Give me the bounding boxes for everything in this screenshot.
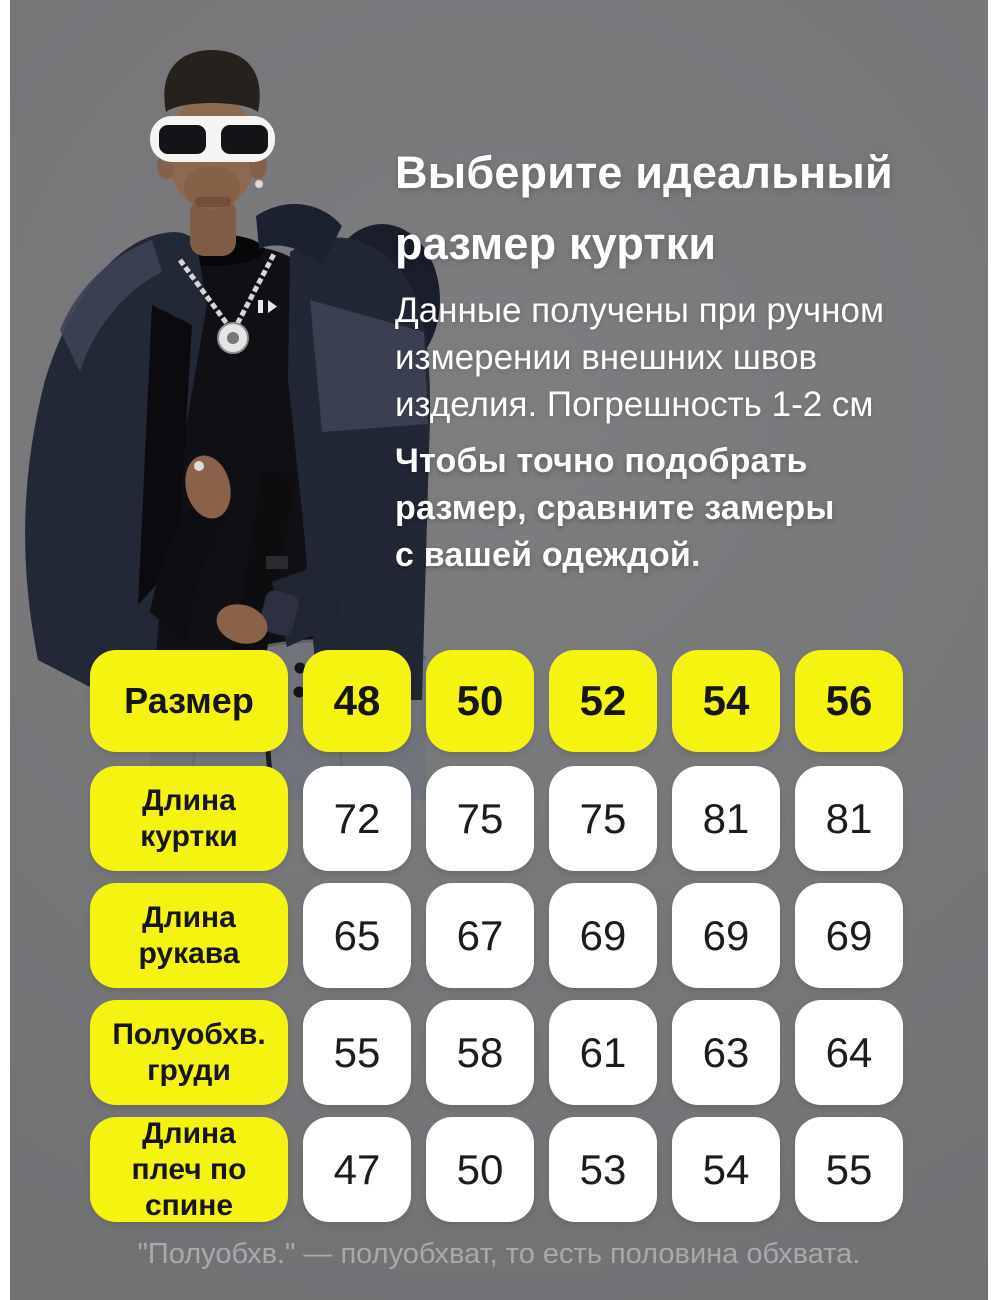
measure-value-cell: 69 — [672, 883, 780, 988]
sunglasses-icon — [150, 116, 275, 162]
model-hair — [164, 50, 259, 112]
strap-buckle — [266, 556, 288, 569]
measure-value-cell: 67 — [426, 883, 534, 988]
measure-value-cell: 58 — [426, 1000, 534, 1105]
size-column-52: 52 — [549, 650, 657, 752]
measure-value-cell: 55 — [303, 1000, 411, 1105]
table-row-shoulder-width — [90, 1117, 903, 1222]
measure-value-cell: 65 — [303, 883, 411, 988]
table-row-jacket-length — [90, 766, 903, 871]
subtitle-line: Данные получены при ручном — [395, 291, 885, 330]
measure-label-cell: Полуобхв. груди — [90, 1000, 288, 1105]
table-row-sleeve-length — [90, 883, 903, 988]
measure-label-cell: Длина рукава — [90, 883, 288, 988]
measure-value-cell: 69 — [549, 883, 657, 988]
measure-value-cell: 69 — [795, 883, 903, 988]
title-line: размер куртки — [395, 218, 717, 269]
measure-value-cell: 64 — [795, 1000, 903, 1105]
measure-value-cell: 81 — [795, 766, 903, 871]
table-row-chest-half — [90, 1000, 903, 1105]
necklace-pendant-center — [227, 332, 239, 344]
ring — [194, 461, 204, 471]
size-header-cell: Размер — [90, 650, 288, 752]
measure-label-cell: Длина плеч по спине — [90, 1117, 288, 1222]
measure-value-cell: 55 — [795, 1117, 903, 1222]
size-column-50: 50 — [426, 650, 534, 752]
size-column-54: 54 — [672, 650, 780, 752]
measure-label-cell: Длина куртки — [90, 766, 288, 871]
cta-line: Чтобы точно подобрать — [395, 442, 808, 480]
measure-value-cell: 72 — [303, 766, 411, 871]
size-column-48: 48 — [303, 650, 411, 752]
cta-line: с вашей одеждой. — [395, 536, 701, 574]
measurement-note — [395, 287, 884, 428]
measure-value-cell: 50 — [426, 1117, 534, 1222]
infographic-canvas — [10, 0, 988, 1300]
model-mouth — [195, 197, 231, 207]
size-table — [90, 650, 903, 1234]
measure-value-cell: 61 — [549, 1000, 657, 1105]
fit-advice — [395, 438, 835, 579]
subtitle-line: измерении внешних швов — [395, 338, 818, 377]
measure-value-cell: 63 — [672, 1000, 780, 1105]
footnote: "Полуобхв." — полуобхват, то есть половина обхвата. — [137, 1238, 861, 1270]
table-header-row — [90, 650, 903, 752]
measure-value-cell: 75 — [426, 766, 534, 871]
title-line: Выберите идеальный — [395, 147, 893, 198]
measure-value-cell: 81 — [672, 766, 780, 871]
cta-line: размер, сравните замеры — [395, 489, 835, 527]
measure-value-cell: 53 — [549, 1117, 657, 1222]
subtitle-line: изделия. Погрешность 1-2 см — [395, 385, 874, 424]
tee-logo — [258, 300, 263, 313]
size-column-56: 56 — [795, 650, 903, 752]
page-title — [395, 137, 893, 279]
earring — [255, 180, 263, 188]
measure-value-cell: 75 — [549, 766, 657, 871]
measure-value-cell: 47 — [303, 1117, 411, 1222]
measure-value-cell: 54 — [672, 1117, 780, 1222]
